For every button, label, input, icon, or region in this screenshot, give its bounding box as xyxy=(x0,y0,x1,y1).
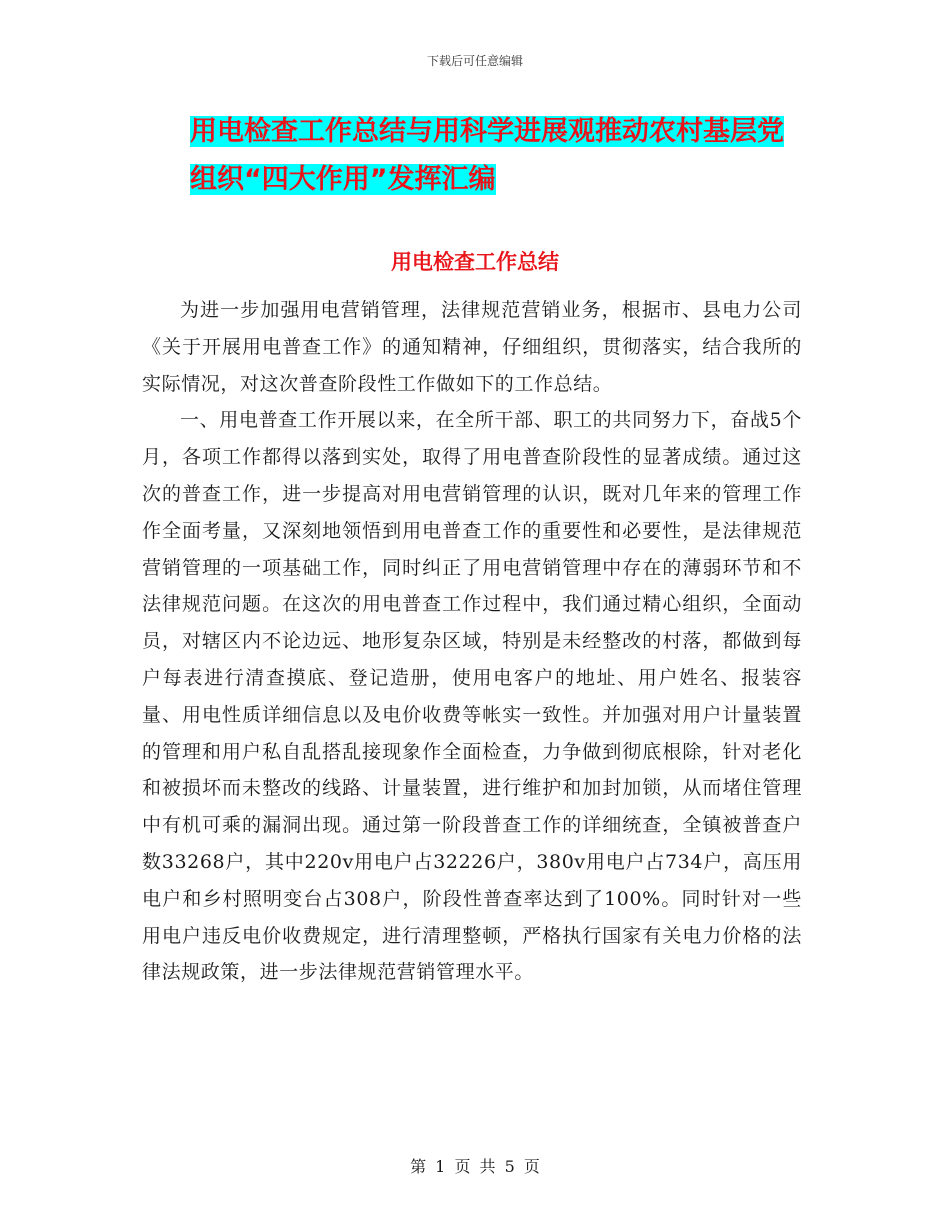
document-title xyxy=(190,108,810,204)
document-title-text: 用电检查工作总结与用科学进展观推动农村基层党组织“四大作用”发挥汇编 xyxy=(190,116,784,195)
document-body xyxy=(142,292,802,991)
paragraph: 为进一步加强用电营销管理，法律规范营销业务，根据市、县电力公司《关于开展用电普查工作》的通知精神，仔细组织，贯彻落实，结合我所的实际情况，对这次普查阶段性工作做如下的工作总结。 xyxy=(142,299,802,395)
section-title: 用电检查工作总结 xyxy=(391,250,559,274)
page-indicator: 第 1 页 共 5 页 xyxy=(410,1157,540,1176)
header-note: 下载后可任意编辑 xyxy=(426,54,523,68)
paragraph: 一、用电普查工作开展以来，在全所干部、职工的共同努力下，奋战5个月，各项工作都得以落到实处，取得了用电普查阶段性的显著成绩。通过这次的普查工作，进一步提高对用电营销管理的认识，既对几年来的管理工作作全面考量，又深刻地领悟到用电普查工作的重要性和必要性，是法律规范营销管理的一项基础工作，同时纠正了用电营销管理中存在的薄弱环节和不法律规范问题。在这次的用电普查工作过程中，我们通过精心组织，全面动员，对辖区内不论边远、地形复杂区域，特别是未经整改的村落，都做到每户每表进行清查摸底、登记造册，使用电客户的地址、用户姓名、报装容量、用电性质详细信息以及电价收费等帐实一致性。并加强对用户计量装置的管理和用户私自乱搭乱接现象作全面检查，力争做到彻底根除，针对老化和被损坏而未整改的线路、计量装置，进行维护和加封加锁，从而堵住管理中有机可乘的漏洞出现。通过第一阶段普查工作的详细统查，全镇被普查户数33268户，其中220v用电户占32226户，380v用电户占734户，高压用电户和乡村照明变台占308户，阶段性普查率达到了100%。同时针对一些用电户违反电价收费规定，进行清理整顿，严格执行国家有关电力价格的法律法规政策，进一步法律规范营销管理水平。 xyxy=(142,409,802,984)
